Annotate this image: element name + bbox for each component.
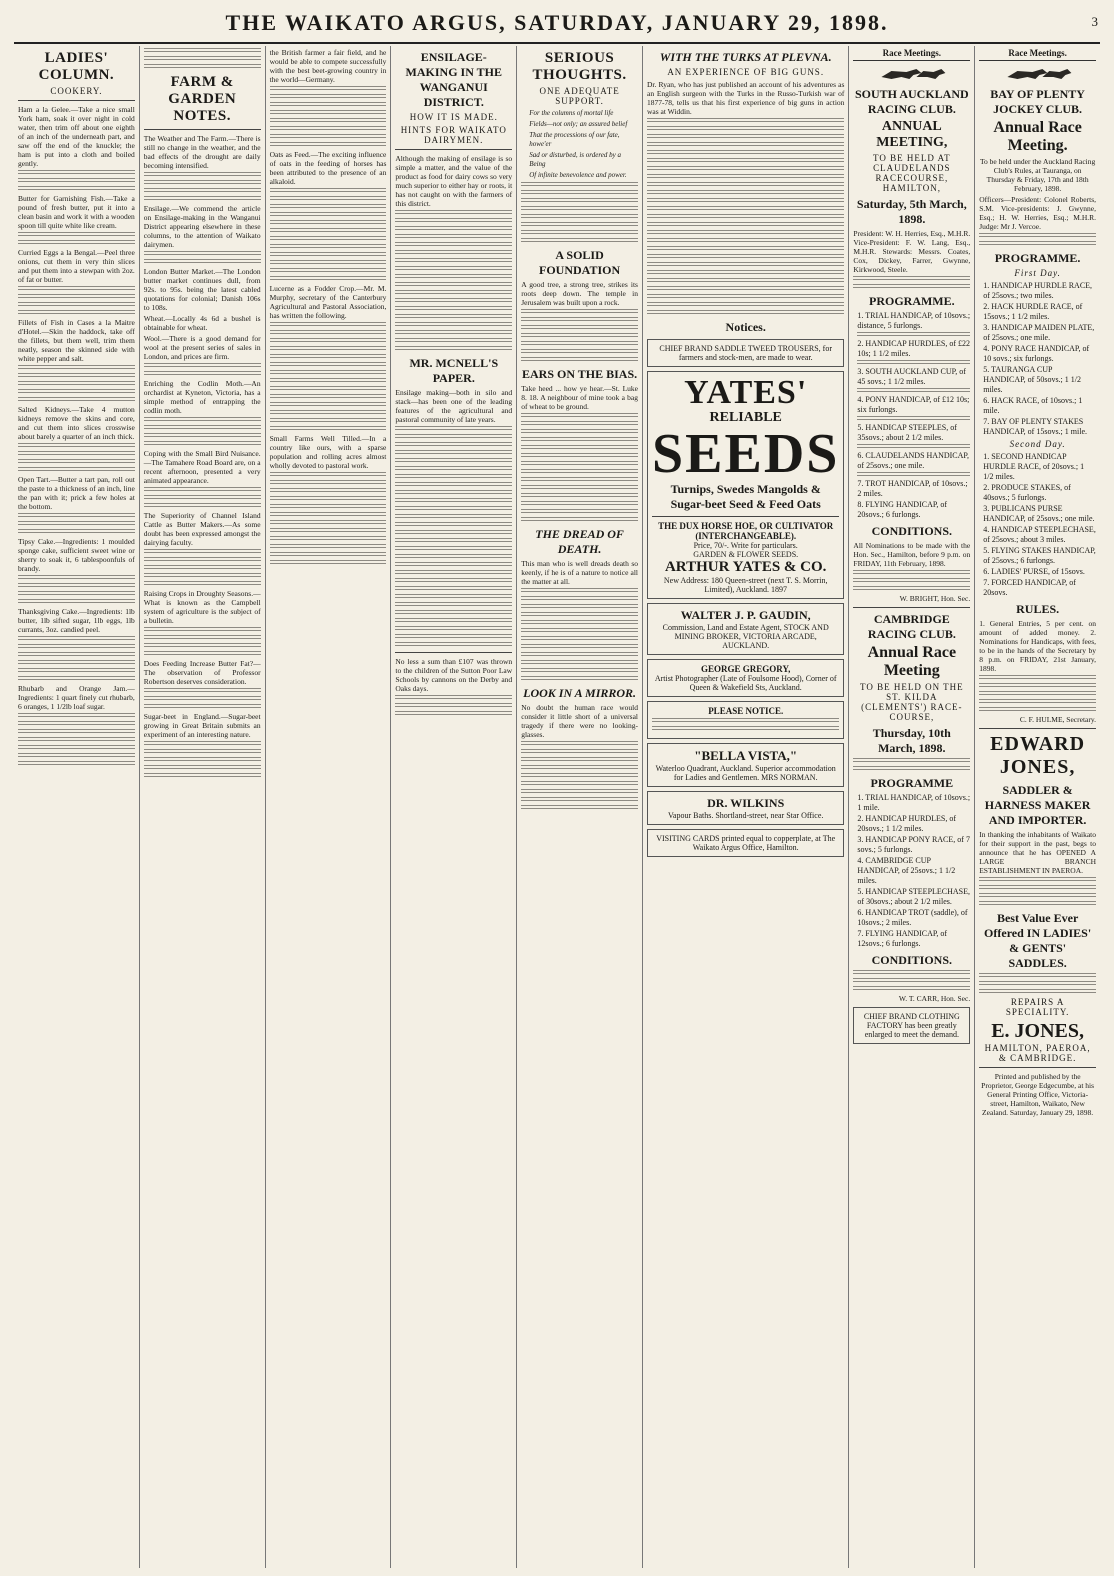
event-item: 5. HANDICAP STEEPLES, of 35sovs.; about 2 1/2 miles. [857,423,957,442]
event-item: 7. FORCED HANDICAP, of 20sovs. [983,578,1076,597]
event-item: 7. TROT HANDICAP, of 10sovs.; 2 miles. [857,479,968,498]
rules-heading: RULES. [1016,602,1060,616]
reliable-label: RELIABLE [709,410,782,425]
wilkins-details: Vapour Baths. Shortland-street, near Star Office. [668,811,824,820]
article-paragraph: Wool.—There is a good demand for wool at the present series of sales in London, and prices are firm. [143,334,261,361]
yates-address: New Address: 180 Queen-street (next T. S. Morrin, Limited), Auckland. 1897 [663,576,828,594]
gregory-details: Artist Photographer (Late of Foulsome Hood), Corner of Queen & Wakefield Sts, Auckland. [654,674,837,692]
meeting-title: ANNUAL MEETING, [876,119,948,150]
event-item: 3. HANDICAP MAIDEN PLATE, of 25sovs.; one mile. [983,323,1095,342]
arthur-yates: ARTHUR YATES & CO. [664,559,827,575]
article-paragraph: Open Tart.—Butter a tart pan, roll out the paste to a thickness of an inch, line the pan with it; prick a few holes at the bottom. [18,475,135,511]
article-paragraph: The Superiority of Channel Island Cattle as Butter Makers.—As some doubt has been expressed amongst the dairying faculty. [143,511,261,547]
gaudin-name: WALTER J. P. GAUDIN, [680,608,811,622]
programme-heading: PROGRAMME. [868,294,955,308]
article-paragraph: The Weather and The Farm.—There is still no change in the weather, and the bad effects of the drought are daily becoming intensified. [143,134,261,170]
bella-details: Waterloo Quadrant, Auckland. Superior accommodation for Ladies and Gentlemen. MRS NORMAN. [655,764,836,782]
event-item: 4. PONY RACE HANDICAP, of 10 sovs.; six furlongs. [983,344,1090,363]
article-paragraph: Does Feeding Increase Butter Fat?—The observation of Professor Robertson deserves consideration. [143,659,261,686]
race-meetings-banner: Race Meetings. [979,46,1096,61]
section-heading: THE DREAD OF DEATH. [535,527,624,556]
event-item: 7. BAY OF PLENTY STAKES HANDICAP, of 15sovs.; 1 mile. [983,417,1087,436]
page-number: 3 [1091,14,1098,29]
event-item: 7. FLYING HANDICAP, of 12sovs.; 6 furlongs. [857,929,948,948]
event-item: 3. PUBLICANS PURSE HANDICAP, of 25sovs.; one mile. [983,504,1095,523]
column-race-meetings-2 [975,46,1100,1568]
signature: C. F. HULME, Secretary. [1019,715,1097,724]
rules-text: 1. General Entries, 5 per cent. on amount of added money. 2. Nominations for Handicaps, with fees, to be in the hands of the Secretary by 8 p.m. on FRIDAY, 21st January, 1898. [979,619,1097,673]
article-paragraph: Ensilage.—We commend the article on Ensilage-making in the Wanganui District appearing elsewhere in these columns, to the attention of Waikato dairymen. [143,204,261,249]
article-paragraph: Sugar-beet in England.—Sugar-beet growing in Great Britain submits an experiment of an interesting nature. [143,712,261,739]
officers: President: W. H. Herries, Esq., M.H.R. Vice-President: F. W. Lang, Esq., M.H.R. Stewards: Messrs. Coates, Cox, Dickey, Farrer, Gwynne, Kirkwood, Steele. [853,229,971,274]
serious-thoughts-subheading: ONE ADEQUATE SUPPORT. [539,86,620,106]
event-item: 2. HANDICAP HURDLES, of 20sovs.; 1 1/2 miles. [857,814,957,833]
meeting-date: Saturday, 5th March, 1898. [856,197,967,226]
conditions-text: All Nominations to be made with the Hon. Sec., Hamilton, before 9 p.m. on FRIDAY, 11th February, 1898. [853,541,971,568]
event-item: 1. SECOND HANDICAP HURDLE RACE, of 20sovs.; 1 1/2 miles. [983,452,1085,481]
venue: TO BE HELD ON THE ST. KILDA (CLEMENTS') RACE-COURSE, [859,682,964,722]
wilkins-title: DR. WILKINS [707,796,785,810]
meeting-title: Annual Race Meeting. [993,119,1082,154]
conditions-heading: CONDITIONS. [871,953,952,967]
article-paragraph: No doubt the human race would consider it little short of a universal tragedy if there were no looking-glasses. [521,703,638,739]
column-farm-continued [266,46,392,1568]
repairs: REPAIRS A SPECIALITY. [1005,997,1070,1017]
events-list [979,452,1096,598]
ensilage-subheading-2: HINTS FOR WAIKATO DAIRYMEN. [400,125,507,145]
article-paragraph: Enriching the Codlin Moth.—An orchardist at Kyneton, Victoria, has a simple method of entrapping the codlin moth. [143,379,261,415]
advert-yates-seeds [647,371,844,599]
article-paragraph: London Butter Market.—The London butter market continues dull, from 92s. to 95s. being the latest cabled quotations for colonial; Danish 106s to 108s. [143,267,261,312]
signature: W. BRIGHT, Hon. Sec. [899,594,971,603]
article-paragraph: Raising Crops in Droughty Seasons.—What is known as the Campbell system of agriculture is the subject of a bulletin. [143,589,261,625]
event-item: 6. LADIES' PURSE, of 15sovs. [983,567,1085,576]
article-paragraph: Salted Kidneys.—Take 4 mutton kidneys remove the skins and core, and cut them into slices crosswise about barely a quarter of an inch thick. [18,405,135,441]
day-heading: Second Day. [1009,439,1066,449]
event-item: 1. HANDICAP HURDLE RACE, of 25sovs.; two miles. [983,281,1093,300]
article-paragraph: Ham a la Gelee.—Take a nice small York ham, soak it over night in cold water, then trim off about one eighth of an inch of the underneath part, and saw off the end of the knuckle; the ham is put into a cloth and boiled gently. [18,105,135,168]
events-list [853,793,970,949]
event-item: 4. CAMBRIDGE CUP HANDICAP, of 25sovs.; 1 1/2 miles. [857,856,956,885]
advert-please-notice [647,701,844,739]
club-name: BAY OF PLENTY JOCKEY CLUB. [990,87,1085,116]
yates-title: YATES' [684,374,808,411]
race-meetings-banner: Race Meetings. [853,46,970,61]
column-ladies [14,46,140,1568]
ejones-subtitle: HAMILTON, PAEROA, & CAMBRIDGE. [984,1043,1091,1063]
events-list [979,281,1096,437]
advert-bella-vista [647,743,844,787]
notice-title: PLEASE NOTICE. [708,706,784,716]
best-value: Best Value Ever Offered IN LADIES' & GENTS' SADDLES. [984,911,1092,970]
event-item: 2. PRODUCE STAKES, of 40sovs.; 5 furlongs. [983,483,1071,502]
turks-heading: WITH THE TURKS AT PLEVNA. [659,50,832,64]
signature: W. T. CARR, Hon. Sec. [898,994,971,1003]
article-paragraph: A good tree, a strong tree, strikes its roots deep down. The temple in Jerusalem was built upon a rock. [521,280,638,307]
gregory-name: GEORGE GREGORY, [701,664,791,674]
visiting-text: VISITING CARDS printed equal to copperplate, at The Waikato Argus Office, Hamilton. [656,834,836,852]
section-heading: A SOLID FOUNDATION [539,248,621,277]
article-paragraph: Rhubarb and Orange Jam.—Ingredients: 1 quart finely cut rhubarb, 6 oranges, 1 1/2lb loaf sugar. [18,684,135,711]
farm-garden-heading: FARM & GARDEN NOTES. [168,74,237,124]
jones-text: In thanking the inhabitants of Waikato for their support in the past, begs to announce that he has OPENED A LARGE BRANCH ESTABLISHMENT IN PAEROA. [979,830,1097,875]
event-item: 1. TRIAL HANDICAP, of 10sovs.; 1 mile. [857,793,971,812]
article-paragraph: Oats as Feed.—The exciting influence of oats in the feeding of horses has been attributed to the presence of an alkaloid. [269,150,387,186]
article-paragraph: the British farmer a fair field, and he would be able to compete successfully with the best beet-growing country in the world—Germany. [269,48,387,84]
column-race-meetings-1 [849,46,975,1568]
meeting-dates: To be held under the Auckland Racing Club's Rules, at Tauranga, on Thursday & Friday, 17th and 18th February, 1898. [979,157,1096,193]
article-paragraph: This man who is well dreads death so keenly, if he is of a nature to notice all the matter at all. [521,559,638,586]
event-item: 6. HANDICAP TROT (saddle), of 10sovs.; 2 miles. [857,908,968,927]
article-paragraph: Thanksgiving Cake.—Ingredients: 1lb butter, 1lb sifted sugar, 1lb eggs, 1lb currants, 3oz. candied peel. [18,607,135,634]
event-item: 6. HACK RACE, of 10sovs.; 1 mile. [983,396,1083,415]
event-item: 5. HANDICAP STEEPLECHASE, of 30sovs.; about 2 1/2 miles. [857,887,971,906]
ejones-title: E. JONES, [991,1020,1085,1042]
advert-gregory [647,659,844,697]
masthead-title: THE WAIKATO ARGUS, SATURDAY, JANUARY 29, 1898. [225,10,889,35]
horse-hoe: THE DUX HORSE HOE, OR CULTIVATOR (INTERCHANGEABLE). [658,521,834,541]
event-item: 4. HANDICAP STEEPLECHASE, of 25sovs.; about 3 miles. [983,525,1096,544]
section-heading: EARS ON THE BIAS. [522,367,638,381]
event-item: 3. SOUTH AUCKLAND CUP, of 45 sovs.; 1 1/2 miles. [857,367,966,386]
section-heading: LOOK IN A MIRROR. [523,686,637,700]
programme-heading: PROGRAMME. [994,251,1081,265]
cookery-subheading: COOKERY. [50,86,103,96]
seeds-title: SEEDS [651,423,840,485]
poem-line: Fields—not only; an assured belief [529,120,628,128]
conditions-heading: CONDITIONS. [871,524,952,538]
event-item: 2. HANDICAP HURDLES, of £22 10s; 1 1/2 miles. [857,339,971,358]
column-ensilage [391,46,517,1568]
notices-heading: Notices. [725,320,766,334]
event-item: 5. TAURANGA CUP HANDICAP, of 50sovs.; 1 1/2 miles. [983,365,1082,394]
event-item: 1. TRIAL HANDICAP, of 10sovs.; distance, 5 furlongs. [857,311,971,330]
column-turks-ads [643,46,849,1568]
masthead [14,4,1100,44]
advert-clothing-factory [853,1007,970,1044]
poem-line: Of infinite benevolence and power. [529,171,627,179]
advert-text: CHIEF BRAND CLOTHING FACTORY has been greatly enlarged to meet the demand. [863,1012,960,1039]
advert-tweed-trousers [647,339,844,367]
advert-gaudin [647,603,844,655]
events-list [853,311,970,520]
article-paragraph: Fillets of Fish in Cases a la Maitre d'Hotel.—Skin the haddock, take off the fillets, but them well, trim them neatly, season the skinned side with white pepper and salt. [18,318,135,363]
event-item: 2. HACK HURDLE RACE, of 15sovs.; 1 1/2 miles. [983,302,1083,321]
article-paragraph: Ensilage making—both in silo and stack—has been one of the leading features of the agricultural and pastoral community of late years. [395,388,513,424]
article-paragraph: Wheat.—Locally 4s 6d a bushel is obtainable for wheat. [143,314,261,332]
ensilage-subheading: HOW IT IS MADE. [409,112,498,122]
column-farm-garden [140,46,266,1568]
day-heading: First Day. [1014,268,1061,278]
article-paragraph: Lucerne as a Fodder Crop.—Mr. M. Murphy, secretary of the Canterbury Agricultural and Pastoral Association, has written the following. [269,284,387,320]
poem-line: That the processions of our fate, howe'er [529,131,620,148]
article-paragraph: Dr. Ryan, who has just published an account of his adventures as an English surgeon with the Turks in the Russo-Turkish war of 1877-78, tells us that his first experience of big guns in action was at Widdin. [646,80,845,116]
officers: Officers—President: Colonel Roberts, S.M. Vice-presidents: J. Gwynne, Esq.; H. W. Herries, Esq.; M.H.R. Judge: Mr J. Vercoe. [979,195,1097,231]
club-name: CAMBRIDGE RACING CLUB. [867,612,956,641]
club-name: SOUTH AUCKLAND RACING CLUB. [854,87,969,116]
meeting-title: Annual Race Meeting [867,644,957,679]
event-item: 3. HANDICAP PONY RACE, of 7 sovs.; 5 furlongs. [857,835,970,854]
column-serious-thoughts [517,46,643,1568]
advert-text: CHIEF BRAND SADDLE TWEED TROUSERS, for farmers and stock-men, are made to wear. [659,344,832,362]
turks-subheading: AN EXPERIENCE OF BIG GUNS. [667,67,825,77]
jones-title: EDWARD JONES, [990,733,1086,778]
racehorse-icon [853,65,970,83]
gaudin-details: Commission, Land and Estate Agent, STOCK AND MINING BROKER, VICTORIA ARCADE, AUCKLAND. [662,623,829,650]
article-paragraph: Coping with the Small Bird Nuisance.—The Tamahere Road Board are, on a recent afternoon, presented a very animated appearance. [143,449,261,485]
ladies-column-heading: LADIES' COLUMN. [38,50,115,83]
article-paragraph: Curried Eggs a la Bengal.—Peel three onions, cut them in very thin slices and put them into a stewpan with 2oz. of fat or butter. [18,248,135,284]
article-paragraph: No less a sum than £107 was thrown to the children of the Sutton Poor Law Schools by cannons on the Derby and Oaks days. [395,657,513,693]
article-paragraph: Take heed ... how ye hear.—St. Luke 8. 18. A neighbour of mine took a bag of wheat to be ground. [521,384,638,411]
event-item: 4. PONY HANDICAP, of £12 10s; six furlongs. [857,395,970,414]
racehorse-icon [979,65,1096,83]
event-item: 5. FLYING STAKES HANDICAP, of 25sovs.; 6 furlongs. [983,546,1096,565]
garden-seeds: GARDEN & FLOWER SEEDS. [693,550,799,559]
imprint: Printed and published by the Proprietor, George Edgecumbe, at his General Printing Office, Victoria-street, Hamilton, Waikato, New Zealand. Saturday, January 29, 1898. [981,1072,1095,1117]
event-item: 8. FLYING HANDICAP, of 20sovs.; 6 furlongs. [857,500,948,519]
section-heading: MR. MCNELL'S PAPER. [409,356,499,385]
venue: TO BE HELD AT CLAUDELANDS RACECOURSE, HAMILTON, [873,153,951,193]
article-paragraph: Tipsy Cake.—Ingredients: 1 moulded sponge cake, sufficient sweet wine or sherry to soak it, 6 tablespoonfuls of brandy. [18,537,135,573]
article-paragraph: Although the making of ensilage is so simple a matter, and the value of the product as food for dairy cows so very much superior to either hay or roots, it has not caught on with the farmers of this district. [395,154,513,208]
bella-title: "BELLA VISTA," [694,748,798,763]
article-paragraph: Small Farms Well Tilled.—In a country like ours, with a sparse population and rolling acres almost wholly devoted to pastoral work. [269,434,387,470]
price-text: Price, 70/-. Write for particulars. [693,541,798,550]
advert-wilkins [647,791,844,825]
poem-line: Sad or disturbed, is ordered by a Being [529,151,622,168]
programme-heading: PROGRAMME [870,776,954,790]
meeting-date: Thursday, 10th March, 1898. [872,726,951,755]
poem-line: For the columns of mortal life [529,109,614,117]
serious-thoughts-heading: SERIOUS THOUGHTS. [532,50,627,83]
seeds-list: Turnips, Swedes Mangolds & Sugar-beet Seed & Feed Oats [670,482,821,511]
article-paragraph: Butter for Garnishing Fish.—Take a pound of fresh butter, put it into a clean basin and work it with a wooden spoon till quite white like cream. [18,194,135,230]
jones-subtitle: SADDLER & HARNESS MAKER AND IMPORTER. [984,783,1091,827]
advert-visiting-cards [647,829,844,857]
ensilage-heading: ENSILAGE-MAKING IN THE WANGANUI DISTRICT. [405,50,503,109]
event-item: 6. CLAUDELANDS HANDICAP, of 25sovs.; one mile. [857,451,969,470]
